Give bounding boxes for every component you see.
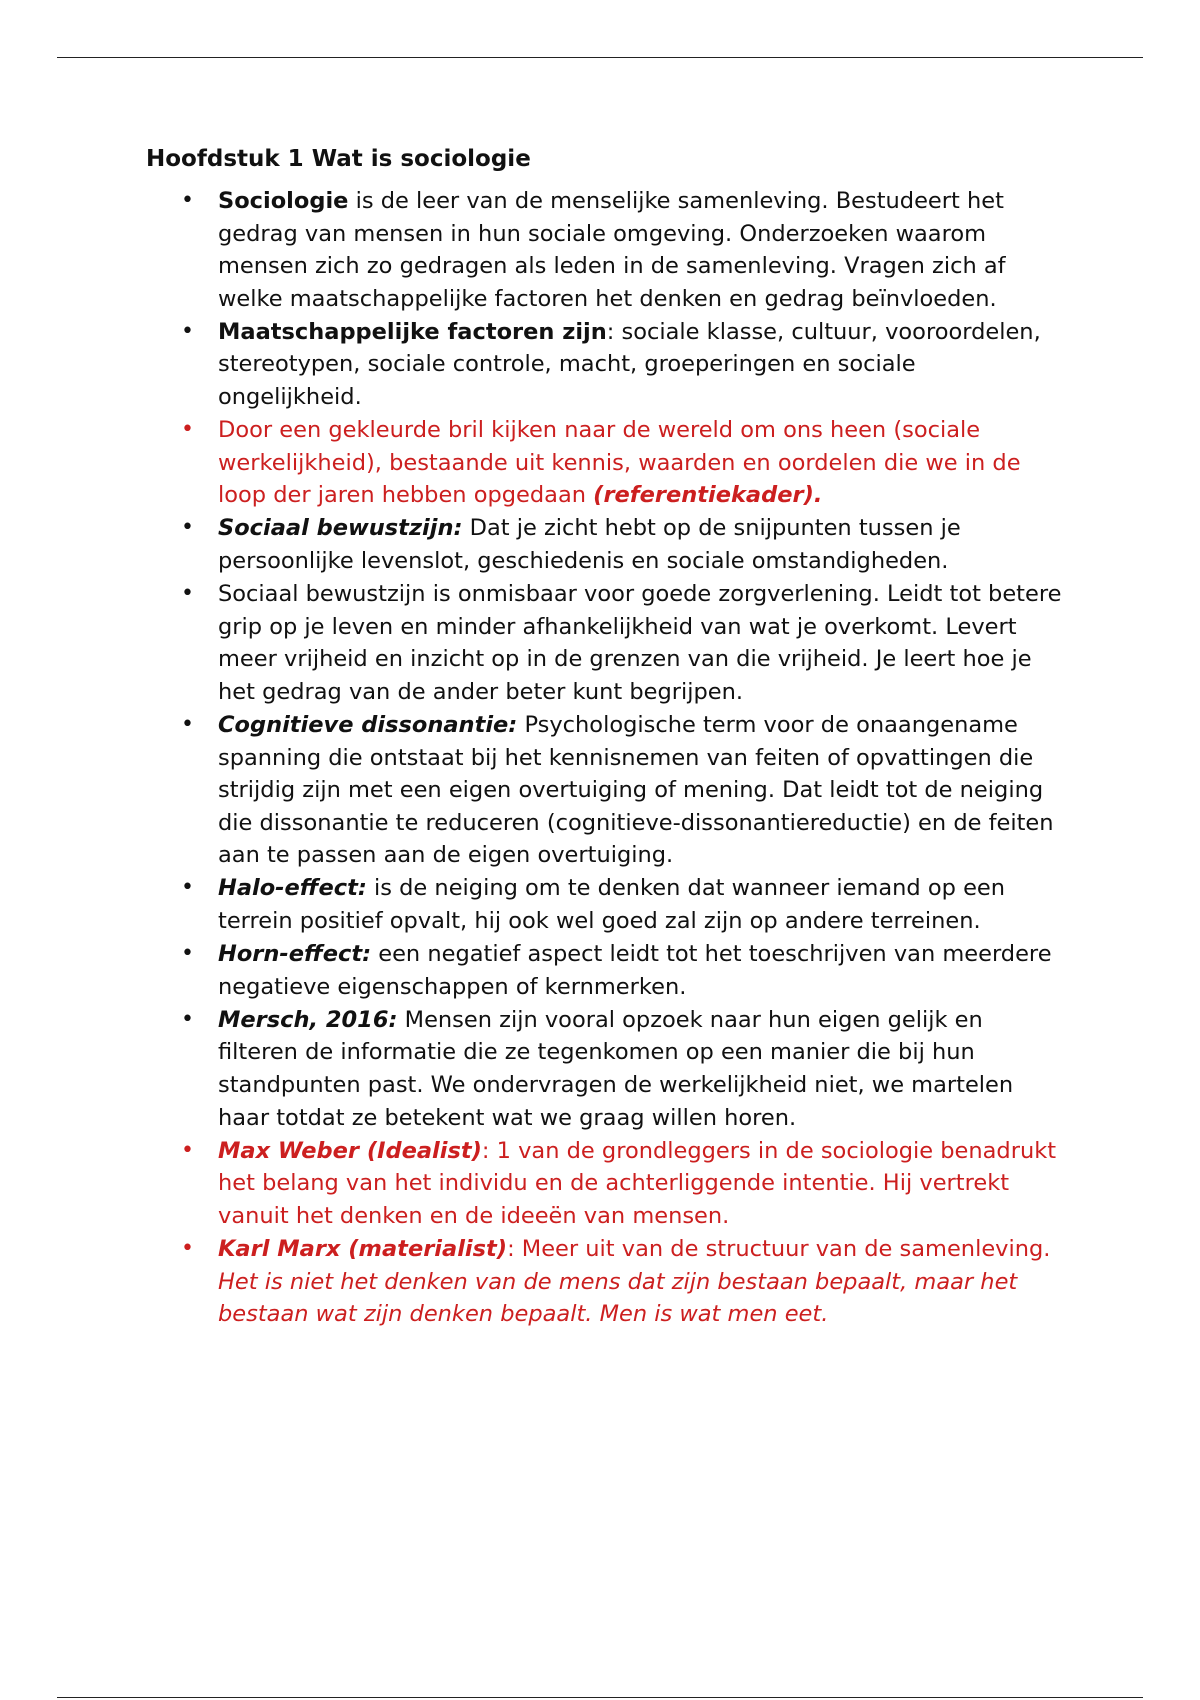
footer-rule (57, 1697, 1143, 1698)
list-item-halo-effect (146, 872, 1066, 937)
header-rule (57, 57, 1143, 58)
bullet-icon: • (181, 515, 194, 541)
item-text: Psychologische term voor de onaangename spanning die ontstaat bij het kennisnemen van feiten of opvattingen die strijdig zijn met een eigen overtuiging of mening. Dat leidt tot de neiging die dissonantie te reduceren (cognitieve-dissonantiereductie) en de feiten aan te passen aan de eigen overtuiging. (218, 712, 1054, 869)
list-item-horn-effect (146, 938, 1066, 1003)
item-term: Halo-effect: (218, 875, 367, 902)
item-term: Cognitieve dissonantie: (218, 712, 518, 738)
item-term: Sociaal bewustzijn: (218, 515, 463, 542)
item-term: Maatschappelijke factoren zijn (218, 318, 607, 345)
item-text: : sociale klasse, cultuur, vooroordelen, stereotypen, sociale controle, macht, groeperingen en sociale ongelijkheid. (218, 318, 1041, 411)
bullet-list (146, 185, 1066, 1331)
document-body (146, 143, 1066, 1331)
list-item-referentiekader (146, 414, 1066, 512)
bullet-icon: • (181, 1006, 194, 1032)
chapter-heading: Hoofdstuk 1 Wat is sociologie (146, 146, 531, 172)
item-quote: Het is niet het denken van de mens dat zijn bestaan bepaalt, maar het bestaan wat zijn denken bepaalt. Men is wat men eet. (218, 1268, 1018, 1328)
list-item-sociaal-bewustzijn-zorg (146, 578, 1066, 708)
bullet-icon: • (181, 1236, 194, 1261)
bullet-icon: • (181, 1137, 194, 1163)
list-item-maatschappelijke-factoren (146, 316, 1066, 414)
list-item-karl-marx (146, 1233, 1066, 1331)
list-item-sociologie (146, 185, 1066, 315)
item-text: Door een gekleurde bril kijken naar de wereld om ons heen (sociale werkelijkheid), bestaande uit kennis, waarden en oordelen die we in de loop der jaren hebben opgedaan (218, 417, 1021, 509)
item-text: : Meer uit van de structuur van de samenleving. (507, 1236, 1051, 1262)
item-term: Max Weber (Idealist) (218, 1137, 482, 1164)
list-item-cognitieve-dissonantie (146, 709, 1066, 872)
list-item-max-weber (146, 1135, 1066, 1233)
list-item-sociaal-bewustzijn (146, 512, 1066, 577)
item-text: Mensen zijn vooral opzoek naar hun eigen gelijk en filteren de informatie die ze tegenkomen op een manier die bij hun standpunten past. We ondervragen de werkelijkheid niet, we martelen haar totdat ze betekent wat we graag willen horen. (218, 1006, 1014, 1131)
item-term: (referentiekader). (593, 482, 823, 509)
item-text: is de leer van de menselijke samenleving. Bestudeert het gedrag van mensen in hun sociale omgeving. Onderzoeken waarom mensen zich zo gedragen als leden in de samenleving. Vragen zich af welke maatschappelijke factoren het denken en gedrag beïnvloeden. (218, 188, 1006, 312)
bullet-icon: • (181, 188, 194, 213)
item-text: Dat je zicht hebt op de snijpunten tussen je persoonlijke levenslot, geschiedenis en sociale omstandigheden. (218, 515, 961, 575)
bullet-icon: • (181, 875, 194, 901)
item-text: Sociaal bewustzijn is onmisbaar voor goede zorgverlening. Leidt tot betere grip op je leven en minder afhankelijkheid van wat je overkomt. Levert meer vrijheid en inzicht op in de grenzen van die vrijheid. Je leert hoe je het gedrag van de ander beter kunt begrijpen. (218, 581, 1062, 705)
bullet-icon: • (181, 417, 194, 443)
bullet-icon: • (181, 712, 194, 737)
list-item-mersch (146, 1004, 1066, 1134)
bullet-icon: • (181, 581, 194, 607)
item-term: Horn-effect: (218, 941, 372, 968)
item-term: Mersch, 2016: (218, 1006, 398, 1033)
item-term: Sociologie (218, 188, 349, 214)
item-text: : 1 van de grondleggers in de sociologie benadrukt het belang van het individu en de achterliggende intentie. Hij vertrekt vanuit het denken en de ideeën van mensen. (218, 1137, 1057, 1229)
item-term: Karl Marx (materialist) (218, 1236, 508, 1262)
item-text: een negatief aspect leidt tot het toeschrijven van meerdere negatieve eigenschappen of kernmerken. (218, 941, 1052, 1000)
bullet-icon: • (181, 941, 194, 967)
bullet-icon: • (181, 318, 194, 344)
item-text: is de neiging om te denken dat wanneer iemand op een terrein positief opvalt, hij ook wel goed zal zijn op andere terreinen. (218, 875, 1006, 935)
